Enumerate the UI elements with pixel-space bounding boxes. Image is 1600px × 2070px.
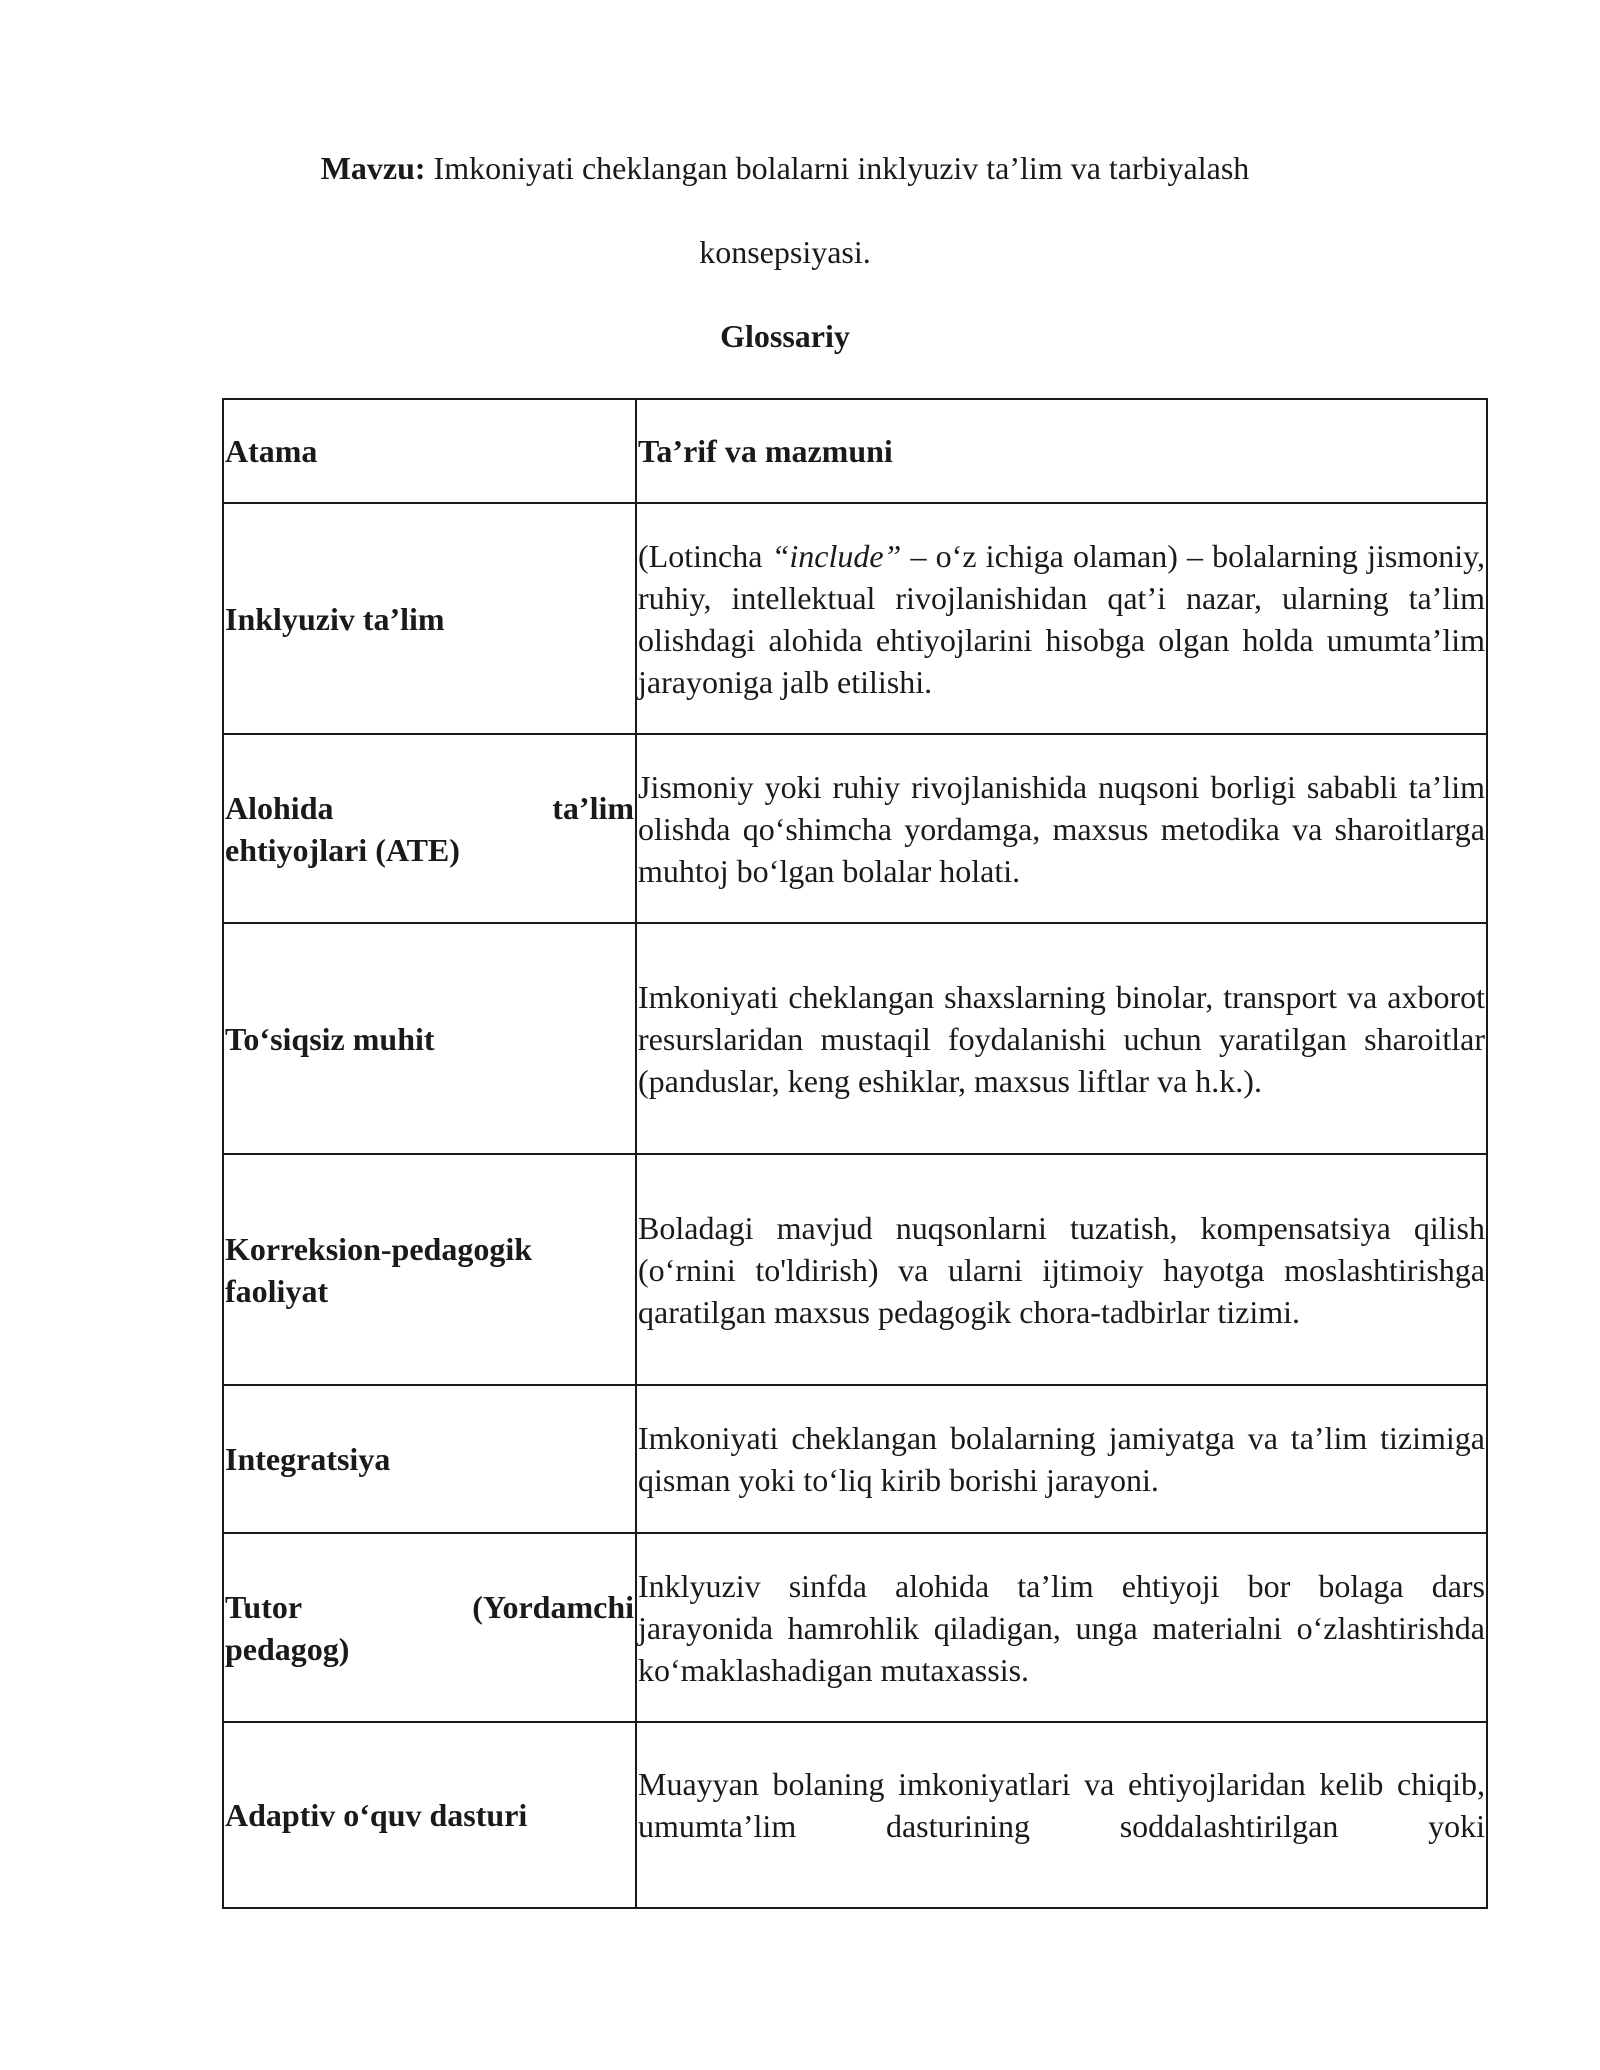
section-title: Glossariy — [720, 318, 850, 354]
table-row — [223, 503, 1487, 734]
definition-cell: Jismoniy yoki ruhiy rivojlanishida nuqsoni borligi sababli ta’lim olishda qo‘shimcha yordamga, maxsus metodika va sharoitlarga muhtoj bo‘lgan bolalar holati. — [636, 734, 1487, 923]
term-line: ehtiyojlari (ATE) — [225, 831, 460, 868]
term-word: Alohida — [225, 789, 334, 826]
definition-rest: – o‘z ichiga olaman) – bolalarning jismoniy, ruhiy, intellektual rivojlanishidan qat’i nazar, ularning ta’lim olishdagi alohida ehtiyojlarini hisobga olgan holda umumta’lim jarayoniga jalb etilishi. — [638, 537, 1486, 700]
definition-prefix: (Lotincha — [638, 537, 772, 574]
term-cell: Inklyuziv ta’lim — [223, 503, 636, 734]
topic-text: Imkoniyati cheklangan bolalarni inklyuziv ta’lim va tarbiyalash — [433, 150, 1250, 186]
table-row — [223, 734, 1487, 923]
glossary-table — [222, 398, 1488, 1909]
table-row — [223, 1722, 1487, 1908]
definition-cell: Imkoniyati cheklangan shaxslarning binolar, transport va axborot resurslaridan mustaqil foydalanishi uchun yaratilgan sharoitlar (panduslar, keng eshiklar, maxsus liftlar va h.k.). — [636, 923, 1487, 1154]
topic-label: Mavzu: — [320, 150, 426, 186]
table-row — [223, 1154, 1487, 1385]
term-word: (Yordamchi — [472, 1588, 634, 1625]
topic-line-continued: konsepsiyasi. — [699, 234, 871, 270]
term-line: pedagog) — [225, 1630, 350, 1667]
topic-line — [0, 148, 1585, 188]
definition-cell — [636, 503, 1487, 734]
term-word: Tutor — [225, 1588, 303, 1625]
term-cell: Korreksion-pedagogik faoliyat — [223, 1154, 636, 1385]
table-row — [223, 1533, 1487, 1722]
table-header-row — [223, 399, 1487, 503]
table-row — [223, 923, 1487, 1154]
definition-clipped-text: Muayyan bolaning imkoniyatlari va ehtiyojlaridan kelib chiqib, umumta’lim dasturining soddalashtirilgan yoki — [638, 1766, 1485, 1844]
term-cell: To‘siqsiz muhit — [223, 923, 636, 1154]
table-row — [223, 1385, 1487, 1533]
term-cell — [223, 734, 636, 923]
term-line — [225, 787, 634, 829]
definition-italic-word: “include” — [771, 537, 902, 574]
definition-cell: Boladagi mavjud nuqsonlarni tuzatish, kompensatsiya qilish (o‘rnini to'ldirish) va ularni ijtimoiy hayotga moslashtirishga qaratilgan maxsus pedagogik chora-tadbirlar tizimi. — [636, 1154, 1487, 1385]
column-header-term: Atama — [223, 399, 636, 503]
term-cell — [223, 1533, 636, 1722]
term-cell: Integratsiya — [223, 1385, 636, 1533]
definition-cell: Inklyuziv sinfda alohida ta’lim ehtiyoji bor bolaga dars jarayonida hamrohlik qiladigan, unga materialni o‘zlashtirishda ko‘maklashadigan mutaxassis. — [636, 1533, 1487, 1722]
term-line — [225, 1586, 634, 1628]
column-header-definition: Ta’rif va mazmuni — [636, 399, 1487, 503]
term-word: ta’lim — [552, 789, 634, 826]
definition-cell: Imkoniyati cheklangan bolalarning jamiyatga va ta’lim tizimiga qisman yoki to‘liq kirib borishi jarayoni. — [636, 1385, 1487, 1533]
definition-cell — [636, 1722, 1487, 1908]
term-cell: Adaptiv o‘quv dasturi — [223, 1722, 636, 1908]
